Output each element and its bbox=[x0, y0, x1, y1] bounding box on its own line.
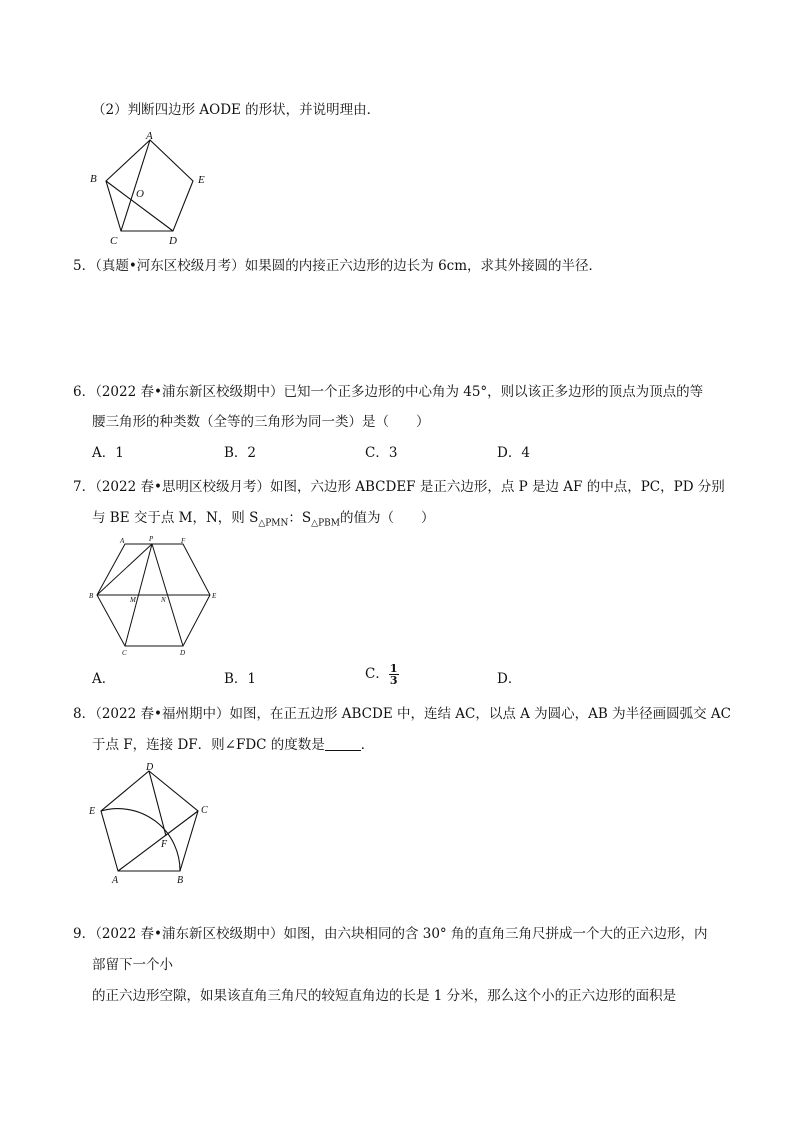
label-b: B bbox=[89, 592, 94, 600]
pentagon-outline bbox=[106, 140, 193, 231]
q9-text-line3: 的正六边形空隙，如果该直角三角尺的较短直角边的长是 1 分米，那么这个小的正六边形的面积是 bbox=[92, 988, 677, 1004]
pentagon-arc-figure bbox=[82, 760, 222, 888]
segment-df bbox=[149, 771, 166, 836]
q8-text-line1: 8．（2022 春•福州期中）如图，在正五边形 ABCDE 中，连结 AC，以点 A 为圆心，AB 为半径画圆弧交 AC bbox=[73, 706, 731, 722]
q7-text-line2: 与 BE 交于点 M，N，则 $S_{\triangle PMN}$：$S_{\triangle PBM}$的值为（ ） bbox=[92, 510, 435, 529]
pentagon-outline bbox=[101, 771, 198, 871]
q6-option-c[interactable]: C．3 bbox=[365, 445, 398, 461]
q7-option-d[interactable]: D． bbox=[497, 671, 522, 687]
q5-text: 5．（真题•河东区校级月考）如果圆的内接正六边形的边长为 6cm，求其外接圆的半径． bbox=[73, 258, 603, 274]
q9-text-line1: 9．（2022 春•浦东新区校级期中）如图，由六块相同的含 30° 角的直角三角尺拼成一个大的正六边形，内 bbox=[73, 926, 708, 942]
label-e: E bbox=[212, 592, 217, 600]
label-c: C bbox=[110, 235, 118, 247]
q9-text-line2: 部留下一个小 bbox=[92, 957, 173, 973]
label-m: M bbox=[130, 596, 136, 604]
label-d: D bbox=[169, 235, 177, 247]
label-b: B bbox=[90, 173, 97, 185]
q6-text-line1: 6．（2022 春•浦东新区校级期中）已知一个正多边形的中心角为 45°，则以该正多边形的顶点为顶点的等 bbox=[73, 384, 704, 400]
label-o: O bbox=[136, 188, 144, 200]
label-e: E bbox=[198, 174, 205, 186]
hexagon-figure bbox=[85, 533, 225, 658]
q4-part2-text: （2）判断四边形 AODE 的形状，并说明理由． bbox=[92, 102, 381, 118]
q7-option-c[interactable]: C． $\frac{1}{3}$ bbox=[365, 662, 398, 687]
segment-ac bbox=[118, 811, 198, 871]
label-c: C bbox=[122, 649, 127, 657]
label-e: E bbox=[89, 806, 96, 817]
label-f: F bbox=[161, 839, 168, 850]
label-d: D bbox=[146, 762, 154, 773]
label-d: D bbox=[180, 649, 186, 657]
q7-option-a[interactable]: A． bbox=[92, 671, 116, 687]
label-b: B bbox=[177, 875, 184, 886]
label-a: A bbox=[146, 130, 153, 142]
q6-text-line2: 腰三角形的种类数（全等的三角形为同一类）是（ ） bbox=[92, 414, 430, 430]
q6-option-d[interactable]: D．4 bbox=[497, 445, 530, 461]
label-a: A bbox=[120, 537, 125, 545]
segment-pb bbox=[97, 544, 152, 595]
label-f: F bbox=[181, 537, 186, 545]
label-c: C bbox=[201, 805, 208, 816]
label-p: P bbox=[149, 535, 154, 543]
q7-text-line1: 7．（2022 春•思明区校级月考）如图，六边形 ABCDEF 是正六边形，点 P 是边 AF 的中点，PC，PD 分别 bbox=[73, 479, 725, 495]
q6-option-b[interactable]: B．2 bbox=[224, 445, 257, 461]
answer-blank[interactable] bbox=[325, 736, 361, 751]
label-n: N bbox=[161, 596, 166, 604]
pentagon-figure-aode bbox=[80, 128, 220, 248]
label-a: A bbox=[112, 875, 119, 886]
q8-text-line2: 于点 F，连接 DF．则∠FDC 的度数是 ． bbox=[92, 737, 375, 753]
fraction-one-third: $\frac{1}{3}$ bbox=[389, 662, 398, 687]
arc-ef-b bbox=[101, 809, 180, 871]
q6-option-a[interactable]: A．1 bbox=[92, 445, 124, 461]
q7-option-b[interactable]: B．1 bbox=[224, 671, 257, 687]
